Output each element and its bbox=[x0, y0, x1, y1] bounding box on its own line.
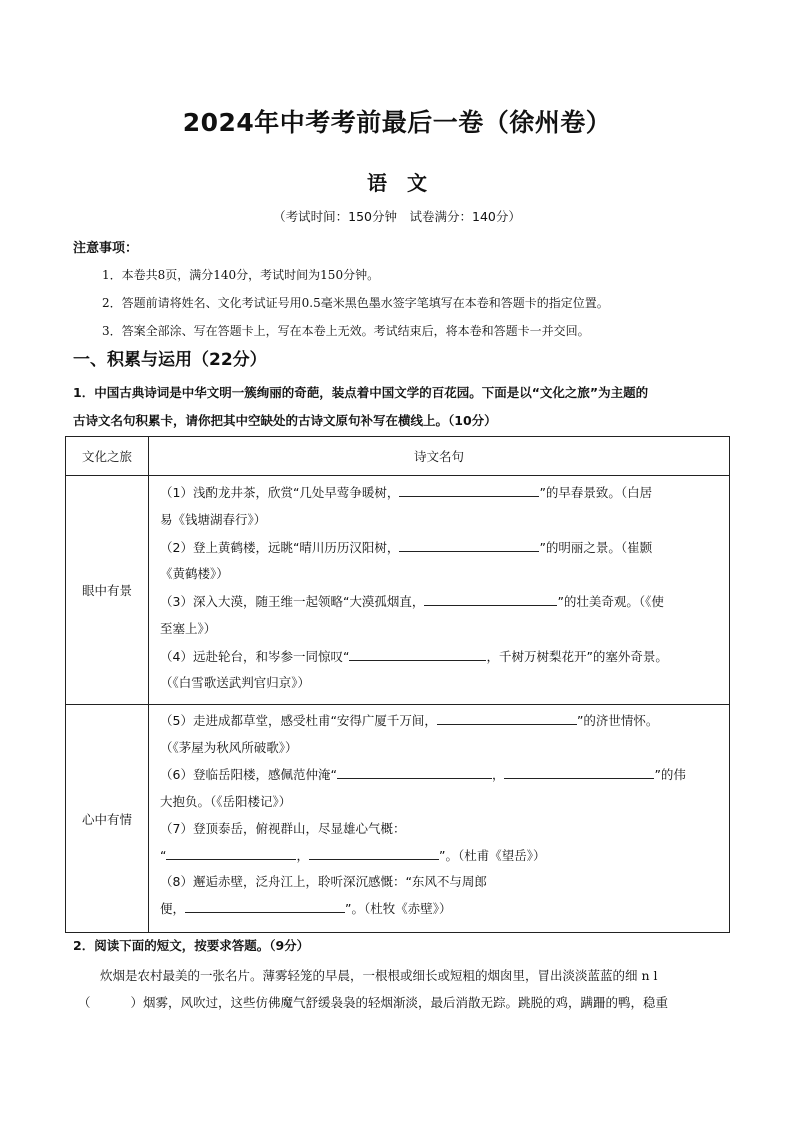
scenery-items-cell bbox=[149, 476, 730, 705]
answer-blank-8[interactable] bbox=[185, 899, 345, 913]
answer-blank-4[interactable] bbox=[349, 647, 486, 661]
item-8-line-1: （8）邂逅赤壁，泛舟江上，聆听深沉感慨：“东风不与周郎 bbox=[160, 874, 487, 889]
row-label-emotion: 心中有情 bbox=[66, 705, 149, 933]
item-7-line-2: “ ， ”。（杜甫《望岳》） bbox=[160, 848, 546, 863]
answer-blank-3[interactable] bbox=[424, 592, 557, 606]
notice-item-3: 3．答案全部涂、写在答题卡上，写在本卷上无效。考试结束后，将本卷和答题卡一并交回。 bbox=[102, 324, 590, 338]
answer-blank-7a[interactable] bbox=[166, 846, 296, 860]
item-6-line-1: （6）登临岳阳楼，感佩范仲淹“ ， ”的伟 bbox=[160, 767, 686, 782]
answer-blank-5[interactable] bbox=[437, 711, 577, 725]
subject-title bbox=[0, 167, 794, 196]
poetry-card-table bbox=[65, 436, 730, 933]
item-5-line-2: （《茅屋为秋风所破歌》） bbox=[160, 740, 298, 755]
row-label-scenery: 眼中有景 bbox=[66, 476, 149, 705]
item-8-line-2: 便， ”。（杜牧《赤壁》） bbox=[160, 901, 452, 916]
subject-char-2: 文 bbox=[407, 171, 427, 195]
passage-line-1: 炊烟是农村最美的一张名片。薄雾轻笼的早晨，一根根或细长或短粗的烟囱里，冒出淡淡蓝蓝的细 n l bbox=[100, 968, 658, 983]
answer-blank-7b[interactable] bbox=[309, 846, 439, 860]
section-1-title: 一、积累与运用（22分） bbox=[73, 350, 267, 370]
question-1-line-2: 古诗文名句积累卡，请你把其中空缺处的古诗文原句补写在横线上。（10分） bbox=[73, 413, 497, 428]
notice-item-1: 1．本卷共8页，满分140分，考试时间为150分钟。 bbox=[102, 268, 380, 282]
answer-blank-6b[interactable] bbox=[504, 765, 654, 779]
answer-blank-1[interactable] bbox=[399, 483, 539, 497]
item-4-line-1: （4）远赴轮台，和岑参一同惊叹“ ，千树万树梨花开”的塞外奇景。 bbox=[160, 649, 668, 664]
item-7-line-1: （7）登顶泰岳，俯视群山，尽显雄心气概： bbox=[160, 821, 406, 836]
item-1-line-1: （1）浅酌龙井茶，欣赏“几处早莺争暖树， ”的早春景致。（白居 bbox=[160, 485, 653, 500]
table-header-poetry-lines: 诗文名句 bbox=[149, 437, 730, 476]
item-3-line-2: 至塞上》） bbox=[160, 621, 217, 636]
subject-char-1: 语 bbox=[367, 171, 387, 195]
table-header-culture-trip: 文化之旅 bbox=[66, 437, 149, 476]
answer-blank-6a[interactable] bbox=[337, 765, 492, 779]
passage-line-2: （ ）烟雾，风吹过，这些仿佛魔气舒缓袅袅的轻烟渐淡，最后消散无踪。跳脱的鸡，蹒跚的鸭，稳重 bbox=[78, 995, 669, 1010]
item-5-line-1: （5）走进成都草堂，感受杜甫“安得广厦千万间， ”的济世情怀。 bbox=[160, 713, 659, 728]
notice-heading: 注意事项： bbox=[73, 241, 139, 256]
item-3-line-1: （3）深入大漠，随王维一起领略“大漠孤烟直， ”的壮美奇观。（《使 bbox=[160, 594, 664, 609]
exam-time-info: （考试时间：150分钟 试卷满分：140分） bbox=[273, 209, 521, 224]
item-4-line-2: （《白雪歌送武判官归京》） bbox=[160, 675, 311, 690]
emotion-items-cell bbox=[149, 705, 730, 933]
answer-blank-2[interactable] bbox=[399, 538, 539, 552]
exam-title: 2024年中考考前最后一卷（徐州卷） bbox=[182, 108, 612, 137]
item-2-line-2: 《黄鹤楼》） bbox=[160, 566, 229, 581]
question-1-line-1: 1．中国古典诗词是中华文明一簇绚丽的奇葩，装点着中国文学的百花园。下面是以“文化之旅”为主题的 bbox=[73, 385, 649, 400]
item-2-line-1: （2）登上黄鹤楼，远眺“晴川历历汉阳树， ”的明丽之景。（崔颢 bbox=[160, 540, 653, 555]
notice-item-2: 2．答题前请将姓名、文化考试证号用0.5毫米黑色墨水签字笔填写在本卷和答题卡的指定位置。 bbox=[102, 296, 609, 310]
question-2-heading: 2．阅读下面的短文，按要求答题。（9分） bbox=[73, 938, 310, 953]
item-1-line-2: 易《钱塘湖春行》） bbox=[160, 512, 267, 527]
item-6-line-2: 大抱负。（《岳阳楼记》） bbox=[160, 794, 292, 809]
